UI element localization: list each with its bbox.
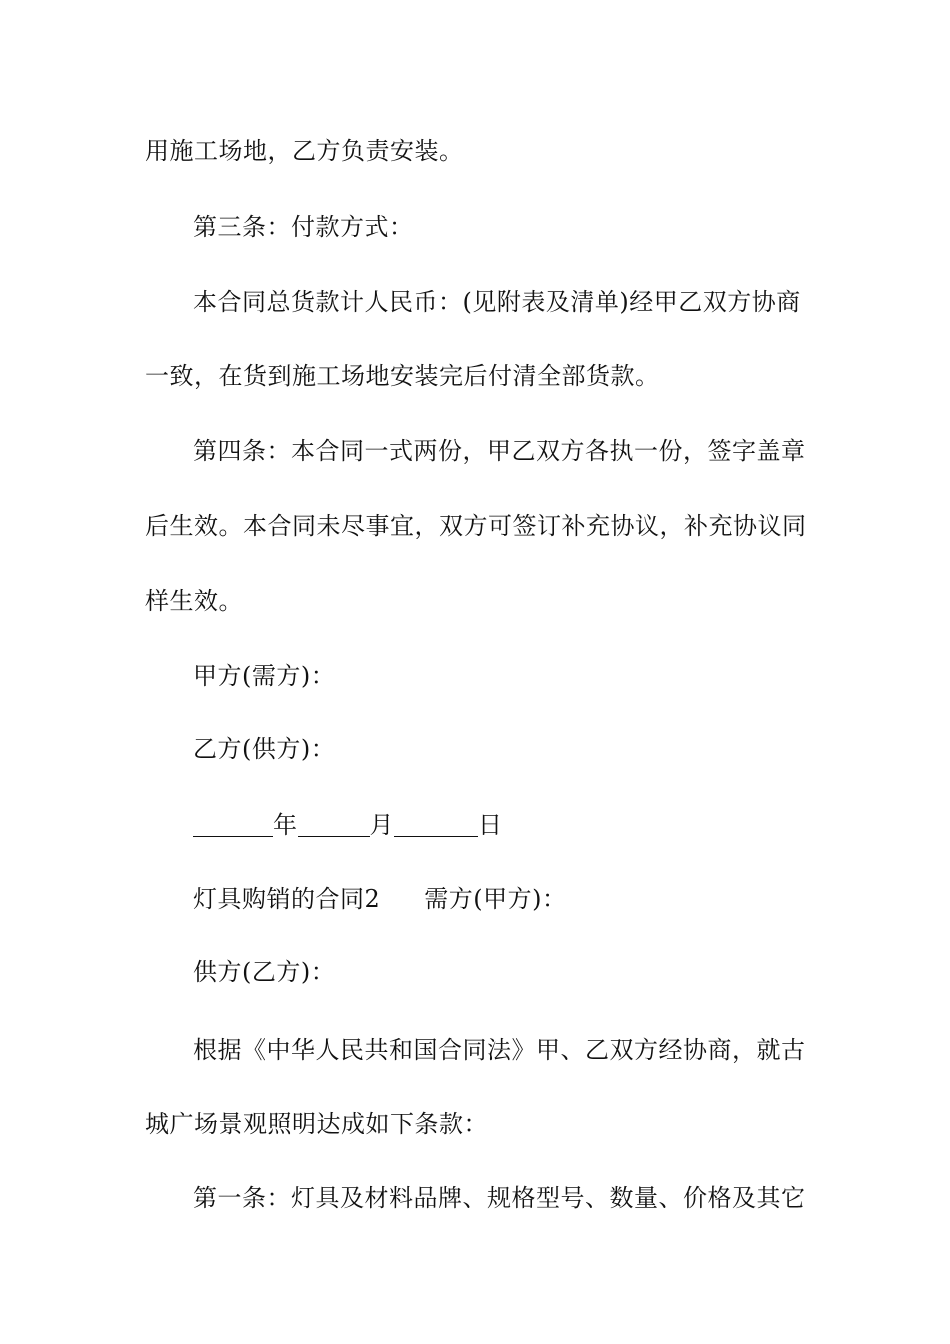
party-b-label: 乙方(供方)： [193, 735, 336, 763]
supplier-label: 供方(乙方)： [193, 958, 336, 986]
paragraph-line: 本合同总货款计人民币：(见附表及清单)经甲乙双方协商 [193, 288, 801, 316]
day-label: 日 [478, 811, 503, 839]
paragraph-line: 根据《中华人民共和国合同法》甲、乙双方经协商，就古 [193, 1036, 806, 1064]
contract2-title: 灯具购销的合同2 [193, 885, 381, 913]
year-label: 年 [273, 811, 298, 839]
year-blank [193, 810, 273, 837]
party-a-label: 甲方(需方)： [193, 662, 336, 690]
date-line [193, 805, 815, 845]
paragraph-line: 第四条：本合同一式两份，甲乙双方各执一份，签字盖章 [193, 437, 806, 465]
buyer-label: 需方(甲方)： [424, 885, 567, 913]
article-heading: 第一条：灯具及材料品牌、规格型号、数量、价格及其它 [193, 1184, 806, 1212]
paragraph-line: 城广场景观照明达成如下条款： [145, 1110, 488, 1138]
contract2-heading-line [193, 879, 815, 919]
paragraph-line: 后生效。本合同未尽事宜，双方可签订补充协议，补充协议同 [145, 512, 807, 540]
paragraph-line: 一致，在货到施工场地安装完后付清全部货款。 [145, 362, 660, 390]
article-heading: 第三条：付款方式： [193, 213, 414, 241]
month-label: 月 [369, 811, 394, 839]
day-blank [394, 810, 478, 837]
paragraph-line: 用施工场地，乙方负责安装。 [145, 137, 464, 165]
month-blank [298, 810, 370, 837]
paragraph-line: 样生效。 [145, 587, 243, 615]
